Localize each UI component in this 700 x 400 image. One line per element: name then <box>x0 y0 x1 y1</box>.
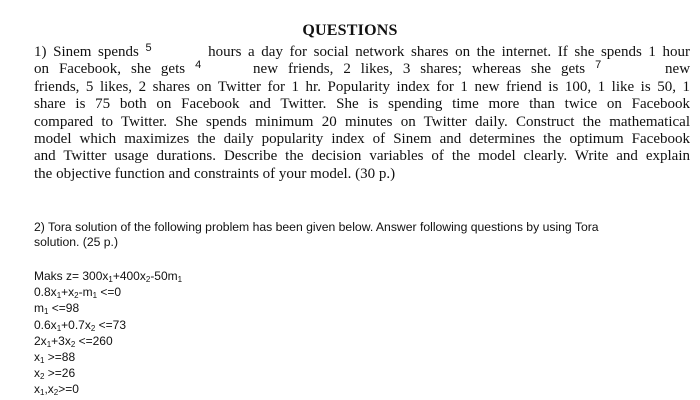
hours-value: 5 <box>145 42 152 54</box>
q1-text: new friends, 2 likes, 3 shares; whereas she gets <box>253 61 586 78</box>
q1-line-8: the objective function and constraints of your model. (30 p.) <box>34 165 396 182</box>
question-1 <box>34 44 690 183</box>
q1-line-3: friends, 5 likes, 2 shares on Twitter for 1 hr. Popularity index for 1 new friend is 100, 1 like is 50, 1 <box>34 78 690 95</box>
constraint-6: $x_2 >=26$ <box>34 366 76 382</box>
q1-line-2 <box>34 61 690 78</box>
question-2 <box>34 220 690 250</box>
q2-intro-line-1: 2) Tora solution of the following problem has been given below. Answer following questions by using Tora <box>34 220 599 234</box>
q1-text: hours a day for social network shares on the internet. If she spends 1 hour <box>208 44 691 60</box>
constraint-4: $2x_1+3x_2 <=260$ <box>34 333 113 349</box>
page-heading: QUESTIONS <box>302 22 398 39</box>
objective-function: Maks $z= 300x_1+400x_2-50m_1$ <box>34 269 183 284</box>
constraint-2: $m_1 <=98$ <box>34 301 80 317</box>
constraint-5: $x_1 >=88$ <box>34 350 76 366</box>
q2-intro-line-2: solution. (25 p.) <box>34 235 119 249</box>
q1-line-6: model which maximizes the daily popularity index of Sinem and determines the optimum Facebook <box>34 130 690 147</box>
q1-text: new <box>665 61 691 78</box>
q1-text: 1) Sinem spends <box>34 44 139 60</box>
twitter-friends-value: 7 <box>595 59 602 72</box>
q1-line-7: and Twitter usage durations. Describe the decision variables of the model clearly. Write and explain <box>34 148 690 165</box>
constraint-1: $0.8x_1+x_2-m_1 <=0$ <box>34 285 122 301</box>
nonnegativity-constraint: $x_1,x_2>=0$ <box>34 382 79 398</box>
q1-text: on Facebook, she gets <box>34 61 186 78</box>
q1-line-4: share is 75 both on Facebook and Twitter. She is spending time more than twice on Facebook <box>34 96 690 113</box>
facebook-friends-value: 4 <box>195 59 202 72</box>
q1-line-1 <box>34 44 690 61</box>
constraint-3: $0.6x_1+0.7x_2 <=73$ <box>34 317 126 333</box>
q1-line-5: compared to Twitter. She spends minimum 20 minutes on Twitter daily. Construct the mathematical <box>34 113 690 130</box>
lp-model <box>34 268 182 398</box>
